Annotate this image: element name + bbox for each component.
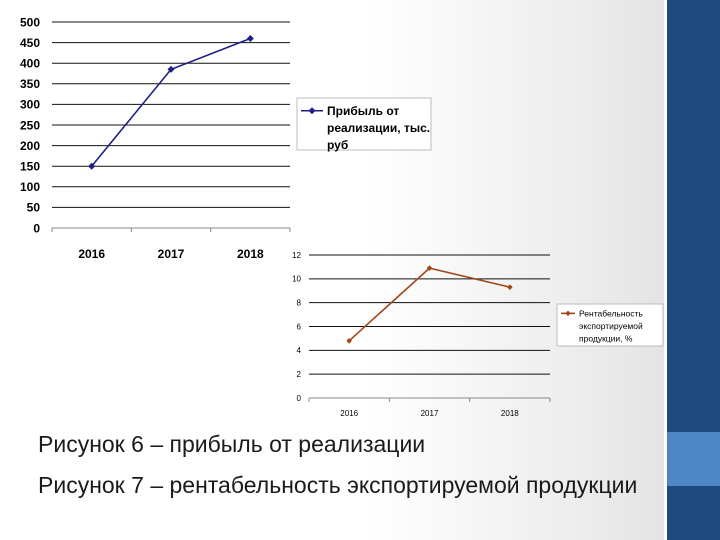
legend-label: экспортируемой xyxy=(579,321,643,331)
data-point-marker xyxy=(507,284,513,290)
legend-label: руб xyxy=(327,138,349,152)
y-tick-label: 150 xyxy=(19,159,40,174)
x-tick-label: 2018 xyxy=(500,409,519,418)
figure-7-caption: Рисунок 7 – рентабельность экспортируемой продукции xyxy=(38,472,638,498)
legend-label: Прибыль от xyxy=(327,104,400,118)
x-tick-label: 2016 xyxy=(340,409,359,418)
y-tick-label: 250 xyxy=(19,118,40,133)
y-tick-label: 100 xyxy=(19,180,40,195)
legend-label: продукции, % xyxy=(579,333,633,344)
y-tick-label: 2 xyxy=(296,370,301,380)
y-tick-label: 10 xyxy=(292,274,301,284)
y-tick-label: 200 xyxy=(19,138,40,153)
y-tick-label: 50 xyxy=(26,200,40,215)
x-tick-label: 2018 xyxy=(236,247,264,261)
y-tick-label: 12 xyxy=(292,250,301,260)
legend-label: реализации, тыс. xyxy=(327,121,431,135)
y-tick-label: 300 xyxy=(19,97,40,112)
y-tick-label: 8 xyxy=(296,298,301,308)
y-tick-label: 0 xyxy=(33,221,40,236)
y-tick-label: 450 xyxy=(19,35,40,50)
x-tick-label: 2017 xyxy=(157,247,185,261)
y-tick-label: 6 xyxy=(296,322,301,332)
y-tick-label: 4 xyxy=(296,346,301,356)
y-tick-label: 500 xyxy=(19,15,40,30)
figure-6-caption: Рисунок 6 – прибыль от реализации xyxy=(38,431,426,457)
y-tick-label: 400 xyxy=(19,56,40,71)
y-tick-label: 350 xyxy=(19,77,40,92)
legend-label: Рентабельность xyxy=(579,308,643,319)
x-tick-label: 2016 xyxy=(78,247,106,261)
x-tick-label: 2017 xyxy=(420,409,439,418)
y-tick-label: 0 xyxy=(296,393,301,403)
